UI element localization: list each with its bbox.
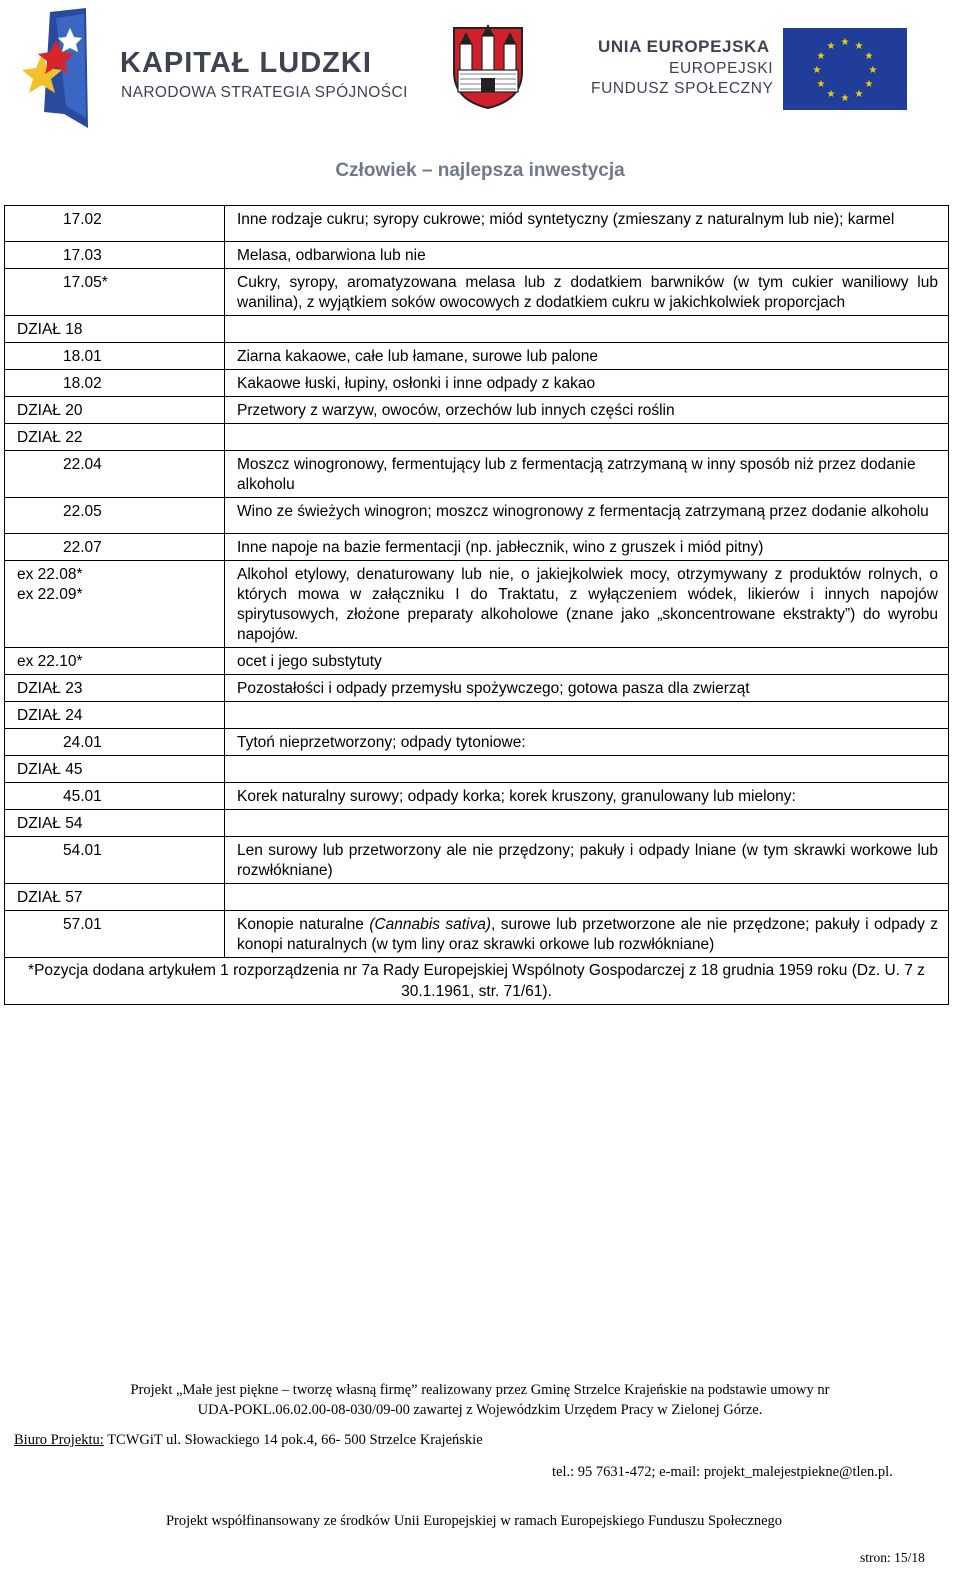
desc-text: , surowe lub przetworzone ale nie przędzone; pakuły i odpady z konopi naturalnych (w tym liny oraz skrawki orkowe lub rozwłókniane) (237, 916, 938, 953)
code-cell: 17.05* (5, 269, 225, 316)
svg-text:★: ★ (854, 89, 864, 100)
svg-text:★: ★ (816, 51, 826, 62)
eu-title: UNIA EUROPEJSKA (598, 37, 770, 56)
code-cell: 54.01 (5, 837, 225, 884)
description-cell: Wino ze świeżych winogron; moszcz winogronowy z fermentacją zatrzymaną przez dodanie alkoholu (225, 498, 949, 534)
table-row (5, 729, 949, 756)
description-cell (225, 702, 949, 729)
section-cell: DZIAŁ 57 (5, 884, 225, 911)
code-cell: 57.01 (5, 911, 225, 958)
product-codes-table-wrapper (4, 205, 949, 1005)
table-row (5, 242, 949, 269)
description-cell: ocet i jego substytuty (225, 648, 949, 675)
table-row (5, 837, 949, 884)
table-row (5, 561, 949, 648)
svg-text:★: ★ (826, 41, 836, 52)
svg-text:★: ★ (812, 65, 822, 76)
table-row (5, 783, 949, 810)
code-cell (5, 561, 225, 648)
table-row (5, 451, 949, 498)
footnote-row (5, 958, 949, 1005)
cofinancing-note: Projekt współfinansowany ze środków Unii Europejskiej w ramach Europejskiego Funduszu Społecznego (165, 1513, 783, 1529)
kapital-ludzki-subtitle: NARODOWA STRATEGIA SPÓJNOŚCI (121, 84, 408, 101)
section-cell: DZIAŁ 23 (5, 675, 225, 702)
page-number: stron: 15/18 (860, 1550, 925, 1565)
description-cell: Inne napoje na bazie fermentacji (np. jabłecznik, wino z gruszek i miód pitny) (225, 534, 949, 561)
product-codes-table (4, 205, 949, 1005)
table-row (5, 810, 949, 837)
page-header (0, 0, 960, 181)
svg-text:★: ★ (816, 79, 826, 90)
code-cell: 18.01 (5, 343, 225, 370)
description-cell: Melasa, odbarwiona lub nie (225, 242, 949, 269)
kapital-ludzki-logo (14, 8, 94, 130)
svg-text:★: ★ (854, 41, 864, 52)
table-row (5, 424, 949, 451)
desc-text: Konopie naturalne (237, 916, 370, 933)
description-cell: Len surowy lub przetworzony ale nie przędzony; pakuły i odpady lniane (w tym skrawki workowe lub rozwłókniane) (225, 837, 949, 884)
description-cell: Cukry, syropy, aromatyzowana melasa lub z dodatkiem barwników (w tym cukier waniliowy lub wanilina), z wyjątkiem soków owocowych z dodatkiem cukru w jakichkolwiek proporcjach (225, 269, 949, 316)
office-address: TCWGiT ul. Słowackiego 14 pok.4, 66- 500 Strzelce Krajeńskie (103, 1432, 483, 1448)
description-cell: Pozostałości i odpady przemysłu spożywczego; gotowa pasza dla zwierząt (225, 675, 949, 702)
table-row (5, 534, 949, 561)
section-cell: DZIAŁ 22 (5, 424, 225, 451)
description-cell: Przetwory z warzyw, owoców, orzechów lub innych części roślin (225, 397, 949, 424)
contact-info: tel.: 95 7631-472; e-mail: projekt_malejestpiekne@tlen.pl. (552, 1464, 893, 1480)
code-cell: 24.01 (5, 729, 225, 756)
code-cell: 17.03 (5, 242, 225, 269)
project-info-line2: UDA-POKL.06.02.00-08-030/09-00 zawartej z Wojewódzkim Urzędem Pracy w Zielonej Górze. (197, 1402, 763, 1418)
svg-text:★: ★ (840, 37, 850, 48)
section-cell: DZIAŁ 24 (5, 702, 225, 729)
table-row (5, 884, 949, 911)
eu-flag-icon (783, 28, 907, 110)
description-cell: Moszcz winogronowy, fermentujący lub z fermentacją zatrzymaną w inny sposób niż przez dodanie alkoholu (225, 451, 949, 498)
description-cell (225, 756, 949, 783)
table-row (5, 675, 949, 702)
code-cell: 18.02 (5, 370, 225, 397)
description-cell (225, 911, 949, 958)
svg-text:★: ★ (840, 93, 850, 104)
table-row (5, 648, 949, 675)
office-label: Biuro Projektu: (14, 1432, 104, 1448)
table-row (5, 269, 949, 316)
motto: Człowiek – najlepsza inwestycja (335, 160, 625, 181)
description-cell (225, 316, 949, 343)
description-cell (225, 424, 949, 451)
code-cell: 22.07 (5, 534, 225, 561)
description-cell: Kakaowe łuski, łupiny, osłonki i inne odpady z kakao (225, 370, 949, 397)
svg-text:★: ★ (868, 65, 878, 76)
code-cell: 22.04 (5, 451, 225, 498)
section-cell: DZIAŁ 20 (5, 397, 225, 424)
description-cell: Alkohol etylowy, denaturowany lub nie, o jakiejkolwiek mocy, otrzymywany z produktów rolnych, o których mowa w załączniku I do Traktatu, z wyłączeniem wódek, likierów i innych napojów spirytusowych, złożone preparaty alkoholowe (znane jako „skoncentrowane ekstrakty”) do wyrobu napojów. (225, 561, 949, 648)
description-cell: Korek naturalny surowy; odpady korka; korek kruszony, granulowany lub mielony: (225, 783, 949, 810)
svg-text:★: ★ (864, 51, 874, 62)
eu-fund-line2: FUNDUSZ SPOŁECZNY (591, 80, 774, 97)
svg-text:★: ★ (826, 89, 836, 100)
code-cell: 22.05 (5, 498, 225, 534)
town-crest-icon (450, 22, 526, 110)
description-cell: Inne rodzaje cukru; syropy cukrowe; miód syntetyczny (zmieszany z naturalnym lub nie); karmel (225, 206, 949, 242)
code-line: ex 22.09* (17, 586, 83, 603)
table-row (5, 911, 949, 958)
section-cell: DZIAŁ 45 (5, 756, 225, 783)
description-cell (225, 810, 949, 837)
table-row (5, 498, 949, 534)
table-row (5, 316, 949, 343)
table-row (5, 370, 949, 397)
code-cell: 45.01 (5, 783, 225, 810)
description-cell (225, 884, 949, 911)
table-row (5, 756, 949, 783)
kapital-ludzki-title: KAPITAŁ LUDZKI (120, 47, 372, 79)
description-cell: Ziarna kakaowe, całe lub łamane, surowe lub palone (225, 343, 949, 370)
section-cell: DZIAŁ 54 (5, 810, 225, 837)
table-row (5, 343, 949, 370)
svg-text:★: ★ (864, 79, 874, 90)
footnote: *Pozycja dodana artykułem 1 rozporządzenia nr 7a Rady Europejskiej Wspólnoty Gospodarczej z 18 grudnia 1959 roku (Dz. U. 7 z 30.1.1961, str. 71/61). (5, 958, 949, 1005)
table-row (5, 397, 949, 424)
section-cell: DZIAŁ 18 (5, 316, 225, 343)
project-office (14, 1432, 483, 1449)
latin-name: (Cannabis sativa) (369, 916, 492, 933)
eu-fund-line1: EUROPEJSKI (669, 60, 774, 77)
description-cell: Tytoń nieprzetworzony; odpady tytoniowe: (225, 729, 949, 756)
table-row (5, 206, 949, 242)
code-cell: 17.02 (5, 206, 225, 242)
code-line: ex 22.08* (17, 566, 83, 583)
project-info-line1: Projekt „Małe jest piękne – tworzę własną firmę” realizowany przez Gminę Strzelce Krajeńskie na podstawie umowy nr (130, 1382, 830, 1398)
table-row (5, 702, 949, 729)
code-cell: ex 22.10* (5, 648, 225, 675)
